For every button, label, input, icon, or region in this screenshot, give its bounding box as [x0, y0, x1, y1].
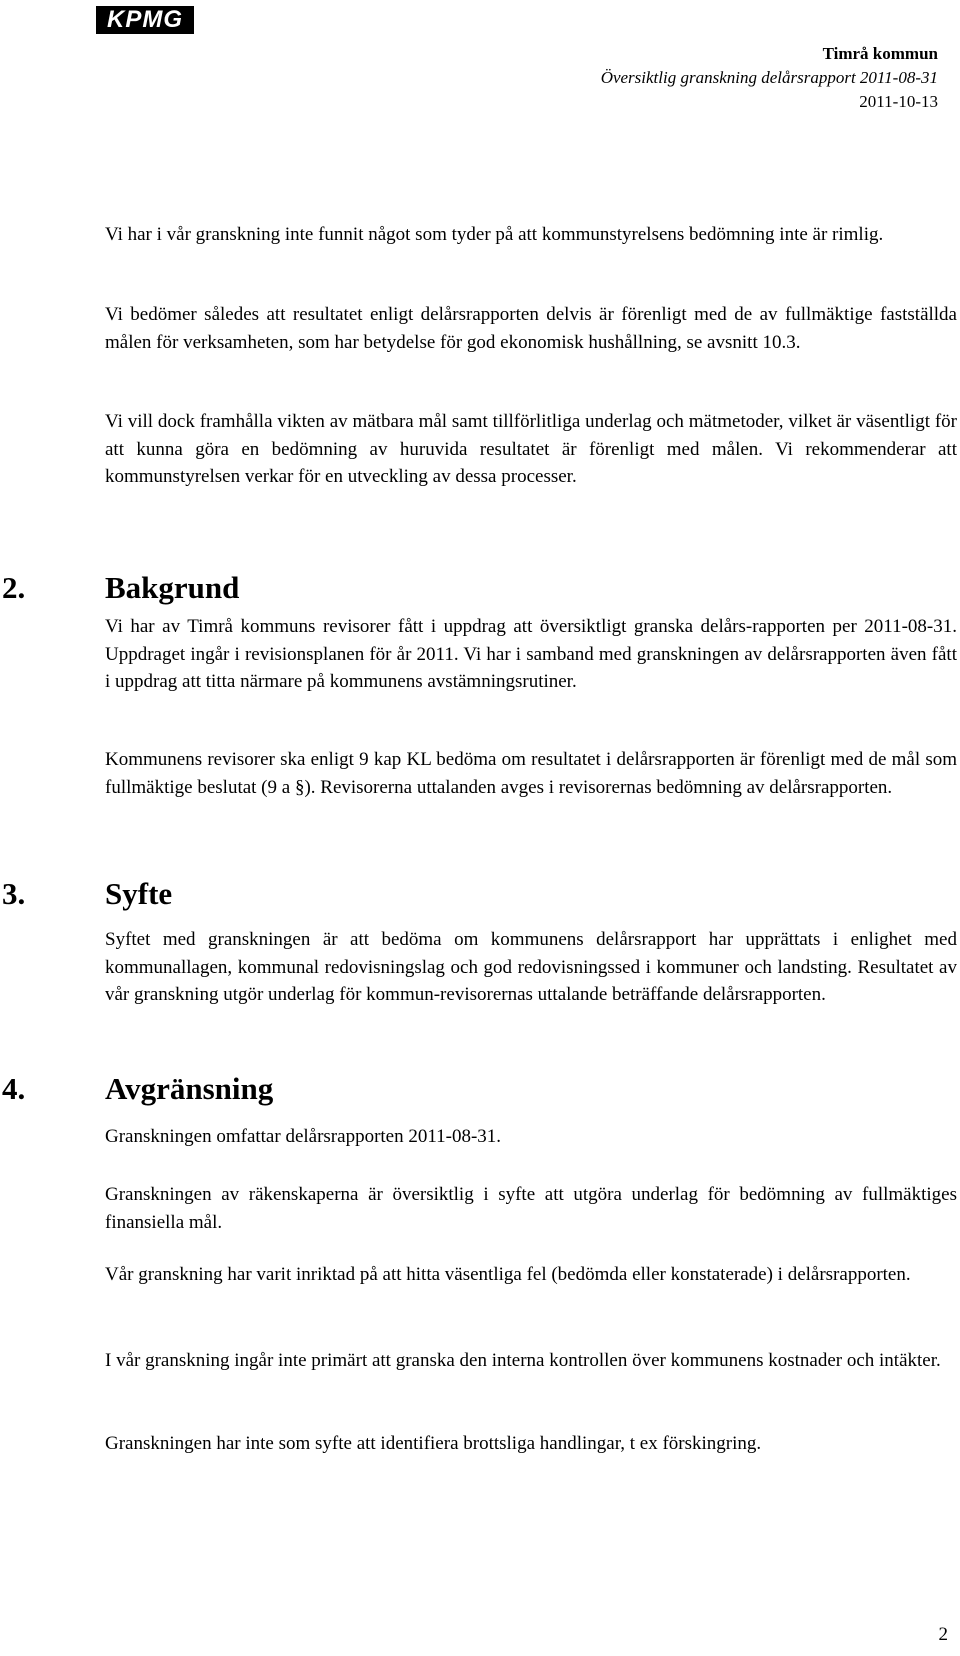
header-organization: Timrå kommun [822, 44, 938, 63]
page-header [601, 42, 938, 114]
section-title: Bakgrund [105, 570, 240, 605]
kpmg-logo [96, 6, 194, 34]
avgransning-paragraph-4: I vår granskning ingår inte primärt att granska den interna kontrollen över kommunens kostnader och intäkter. [105, 1350, 941, 1371]
bakgrund-paragraph-2: Kommunens revisorer ska enligt 9 kap KL bedöma om resultatet i delårsrapporten är förenligt med de mål som fullmäktige beslutat (9 a §). Revisorerna uttalanden avges i revisorernas bedömning av delårsrapporten. [105, 749, 957, 798]
intro-paragraph-3: Vi vill dock framhålla vikten av mätbara mål samt tillförlitliga underlag och mätmetoder, vilket är väsentligt för att kunna göra en bedömning av huruvida resultatet är förenligt med målen. Vi rekommenderar att kommunstyrelsen verkar för en utveckling av dessa processer. [105, 411, 957, 487]
avgransning-paragraph-3: Vår granskning har varit inriktad på att hitta väsentliga fel (bedömda eller konstaterade) i delårsrapporten. [105, 1264, 911, 1285]
avgransning-paragraph-2: Granskningen av räkenskaperna är översiktlig i syfte att utgöra underlag för bedömning av fullmäktiges finansiella mål. [105, 1184, 957, 1233]
section-title: Syfte [105, 876, 173, 911]
section-title: Avgränsning [105, 1071, 274, 1106]
intro-paragraph-2: Vi bedömer således att resultatet enligt delårsrapporten delvis är förenligt med de av fullmäktige fastställda målen för verksamheten, som har betydelse för god ekonomisk hushållning, se avsnitt 10.3. [105, 304, 957, 353]
logo-text: KPMG [107, 6, 183, 33]
intro-paragraph-1: Vi har i vår granskning inte funnit något som tyder på att kommunstyrelsens bedömning inte är rimlig. [105, 224, 884, 245]
syfte-paragraph-1: Syftet med granskningen är att bedöma om kommunens delårsrapport har upprättats i enlighet med kommunallagen, kommunal redovisningslag och god redovisningssed i kommuner och landsting. Resultatet av vår granskning utgör underlag för kommun-revisorernas uttalande beträffande delårsrapporten. [105, 929, 957, 1005]
avgransning-paragraph-1: Granskningen omfattar delårsrapporten 2011-08-31. [105, 1126, 502, 1147]
section-heading-avgransning [2, 1071, 273, 1107]
page-number: 2 [938, 1624, 948, 1645]
section-number: 3. [2, 876, 26, 911]
section-heading-bakgrund [2, 570, 239, 606]
section-number: 2. [2, 570, 26, 605]
section-number: 4. [2, 1071, 26, 1106]
section-heading-syfte [2, 876, 172, 912]
avgransning-paragraph-5: Granskningen har inte som syfte att identifiera brottsliga handlingar, t ex förskingring. [105, 1433, 762, 1454]
bakgrund-paragraph-1: Vi har av Timrå kommuns revisorer fått i uppdrag att översiktligt granska delårs-rapporten per 2011-08-31. Uppdraget ingår i revisionsplanen för år 2011. Vi har i samband med granskningen av delårsrapporten även fått i uppdrag att titta närmare på kommunens avstämningsrutiner. [105, 616, 957, 692]
header-date: 2011-10-13 [859, 92, 938, 111]
header-document-title: Översiktlig granskning delårsrapport 2011-08-31 [600, 68, 938, 87]
